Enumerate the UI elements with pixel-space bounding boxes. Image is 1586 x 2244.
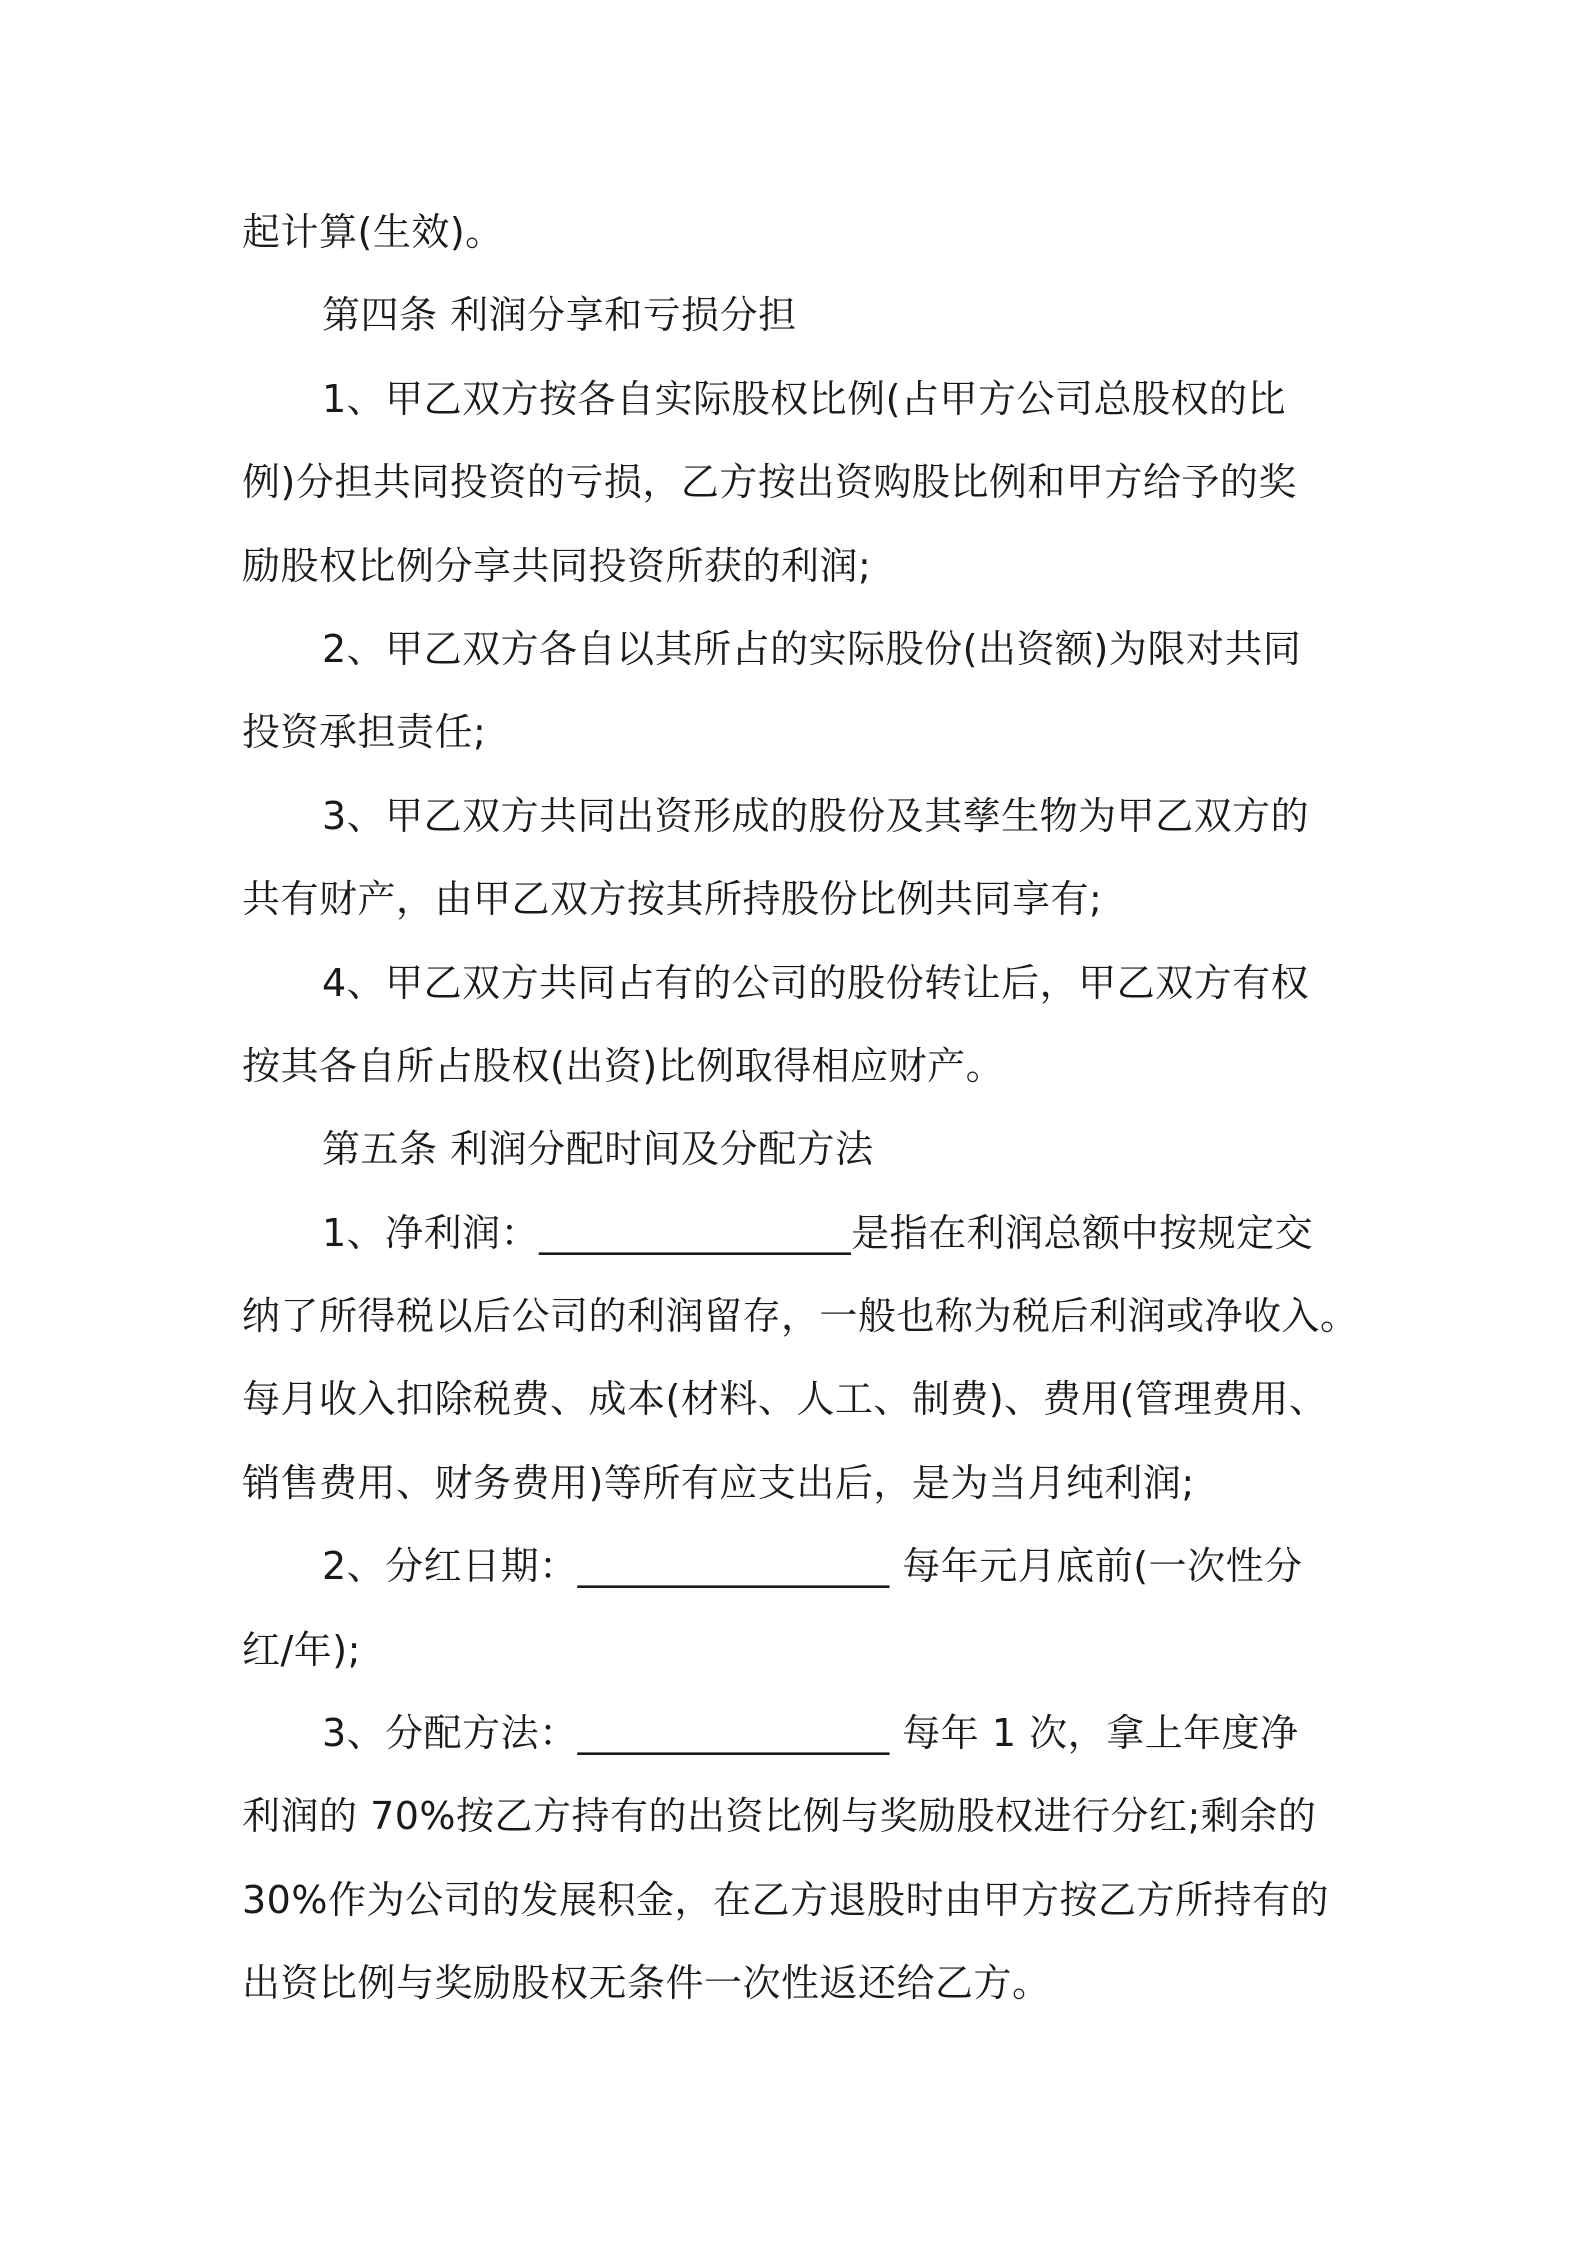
paragraph-line: 3、分配方法：________________ 每年 1 次，拿上年度净 [322, 1711, 1299, 1755]
paragraph-line: 2、分红日期：________________ 每年元月底前(一次性分 [322, 1544, 1303, 1588]
paragraph-line: 30%作为公司的发展积金，在乙方退股时由甲方按乙方所持有的 [242, 1878, 1329, 1922]
paragraph-line: 3、甲乙双方共同出资形成的股份及其孳生物为甲乙双方的 [322, 794, 1310, 838]
paragraph-line: 出资比例与奖励股权无条件一次性返还给乙方。 [242, 1961, 1051, 2005]
paragraph-line: 投资承担责任; [242, 710, 487, 754]
paragraph-line: 例)分担共同投资的亏损，乙方按出资购股比例和甲方给予的奖 [242, 460, 1297, 504]
paragraph-line: 纳了所得税以后公司的利润留存，一般也称为税后利润或净收入。 [242, 1294, 1359, 1338]
paragraph-line: 销售费用、财务费用)等所有应支出后，是为当月纯利润; [242, 1461, 1195, 1505]
paragraph-line: 红/年); [242, 1628, 361, 1672]
paragraph-line: 励股权比例分享共同投资所获的利润; [242, 544, 872, 588]
paragraph-line: 按其各自所占股权(出资)比例取得相应财产。 [242, 1044, 1005, 1088]
paragraph-line: 4、甲乙双方共同占有的公司的股份转让后，甲乙双方有权 [322, 961, 1310, 1005]
section-heading: 第五条 利润分配时间及分配方法 [322, 1127, 874, 1171]
paragraph-line: 共有财产，由甲乙双方按其所持股份比例共同享有; [242, 877, 1103, 921]
paragraph-line: 2、甲乙双方各自以其所占的实际股份(出资额)为限对共同 [322, 627, 1302, 671]
paragraph-line: 每月收入扣除税费、成本(材料、人工、制费)、费用(管理费用、 [242, 1377, 1328, 1421]
paragraph-line: 1、甲乙双方按各自实际股权比例(占甲方公司总股权的比 [322, 377, 1287, 421]
paragraph-line: 利润的 70%按乙方持有的出资比例与奖励股权进行分红;剩余的 [242, 1794, 1317, 1838]
paragraph-line: 起计算(生效)。 [242, 210, 504, 254]
section-heading: 第四条 利润分享和亏损分担 [322, 293, 797, 337]
paragraph-line: 1、净利润：________________是指在利润总额中按规定交 [322, 1211, 1314, 1255]
